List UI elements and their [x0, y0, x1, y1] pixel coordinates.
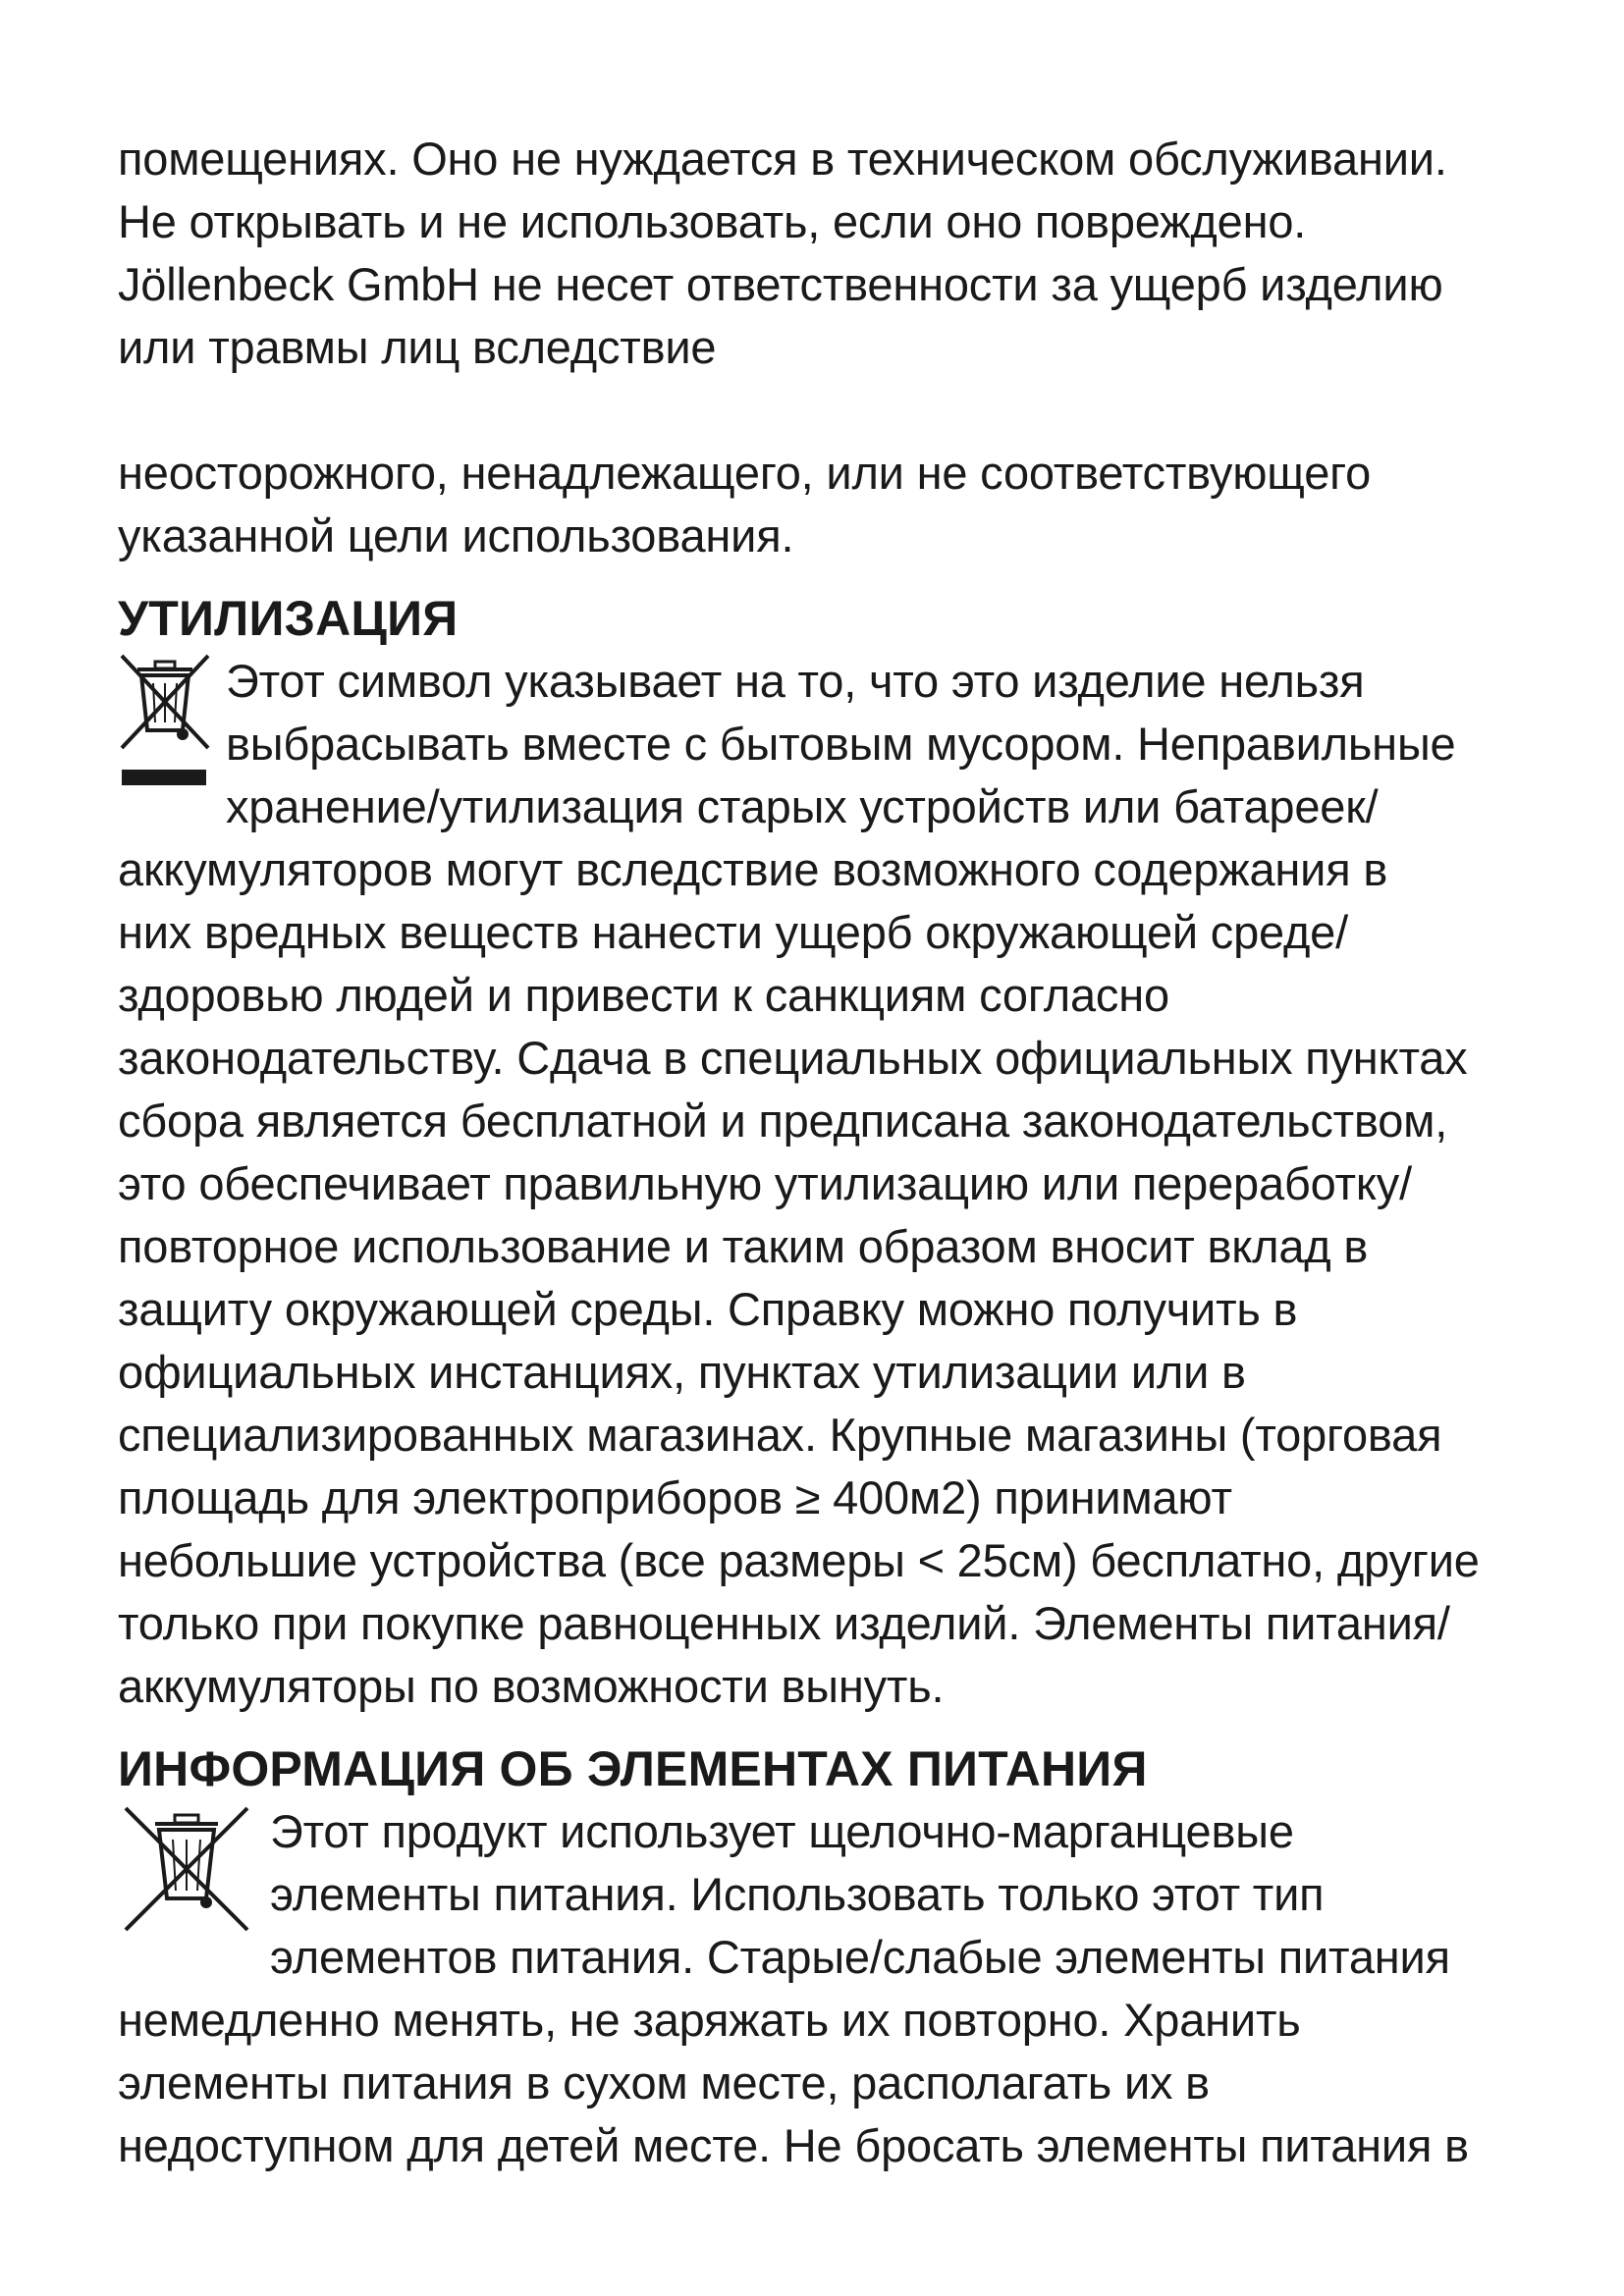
- section-spacer: [118, 1718, 1542, 1737]
- text-line: защиту окружающей среды. Справку можно получить в: [118, 1283, 1298, 1335]
- text-line: них вредных веществ нанести ущерб окружающей среде/: [118, 906, 1348, 958]
- text-line: аккумуляторы по возможности вынуть.: [118, 1660, 945, 1712]
- section-spacer: [118, 567, 1542, 587]
- text-line: это обеспечивает правильную утилизацию или переработку/: [118, 1157, 1412, 1209]
- text-line: или травмы лиц вследствие: [118, 321, 717, 373]
- text-line: аккумуляторов могут вследствие возможного содержания в: [118, 843, 1388, 895]
- intro-paragraph: [118, 128, 1542, 379]
- text-line: элементы питания в сухом месте, располагать их в: [118, 2056, 1210, 2109]
- text-line: небольшие устройства (все размеры < 25см) бесплатно, другие: [118, 1534, 1480, 1586]
- text-line: повторное использование и таким образом вносит вклад в: [118, 1220, 1369, 1272]
- text-line: хранение/утилизация старых устройств или батареек/: [226, 780, 1379, 832]
- intro-paragraph-continued: [118, 442, 1542, 567]
- disposal-heading: УТИЛИЗАЦИЯ: [118, 591, 459, 646]
- text-line: Jöllenbeck GmbH не несет ответственности за ущерб изделию: [118, 258, 1443, 310]
- text-line: указанной цели использования.: [118, 509, 794, 561]
- text-line: Этот продукт использует щелочно-марганцевые: [270, 1805, 1294, 1857]
- disposal-body-text: [118, 838, 1542, 1718]
- text-line: помещениях. Оно не нуждается в техническом обслуживании.: [118, 133, 1447, 185]
- text-line: официальных инстанциях, пунктах утилизации или в: [118, 1346, 1246, 1398]
- text-line: только при покупке равноценных изделий. Элементы питания/: [118, 1597, 1450, 1649]
- crossed-out-battery-bin-icon: [118, 1800, 255, 1943]
- text-line: Не открывать и не использовать, если оно повреждено.: [118, 195, 1307, 247]
- battery-body-text: [118, 1989, 1542, 2177]
- text-line: элементов питания. Старые/слабые элементы питания: [270, 1931, 1450, 1983]
- text-line: площадь для электроприборов ≥ 400м2) принимают: [118, 1471, 1232, 1523]
- text-line: законодательству. Сдача в специальных официальных пунктах: [118, 1032, 1468, 1084]
- crossed-out-wheelie-bin-icon: [118, 650, 212, 802]
- text-line: немедленно менять, не заряжать их повторно. Хранить: [118, 1994, 1301, 2046]
- battery-heading: ИНФОРМАЦИЯ ОБ ЭЛЕМЕНТАХ ПИТАНИЯ: [118, 1741, 1148, 1796]
- text-line: элементы питания. Использовать только этот тип: [270, 1868, 1325, 1920]
- disposal-section: [118, 587, 1542, 1718]
- disposal-indented-text: [118, 650, 1542, 838]
- battery-icon-block: [118, 1800, 1542, 1989]
- text-line: сбора является бесплатной и предписана законодательством,: [118, 1095, 1448, 1147]
- battery-section: [118, 1737, 1542, 2177]
- text-line: здоровью людей и привести к санкциям согласно: [118, 969, 1169, 1021]
- battery-indented-text: [118, 1800, 1542, 1989]
- disposal-icon-block: [118, 650, 1542, 838]
- paragraph-spacer: [118, 379, 1542, 442]
- text-line: Этот символ указывает на то, что это изделие нельзя: [226, 655, 1365, 707]
- text-line: специализированных магазинах. Крупные магазины (торговая: [118, 1409, 1442, 1461]
- text-line: выбрасывать вместе с бытовым мусором. Неправильные: [226, 718, 1456, 770]
- text-line: недоступном для детей месте. Не бросать элементы питания в: [118, 2119, 1469, 2171]
- document-page: [118, 128, 1542, 2177]
- text-line: неосторожного, ненадлежащего, или не соответствующего: [118, 447, 1372, 499]
